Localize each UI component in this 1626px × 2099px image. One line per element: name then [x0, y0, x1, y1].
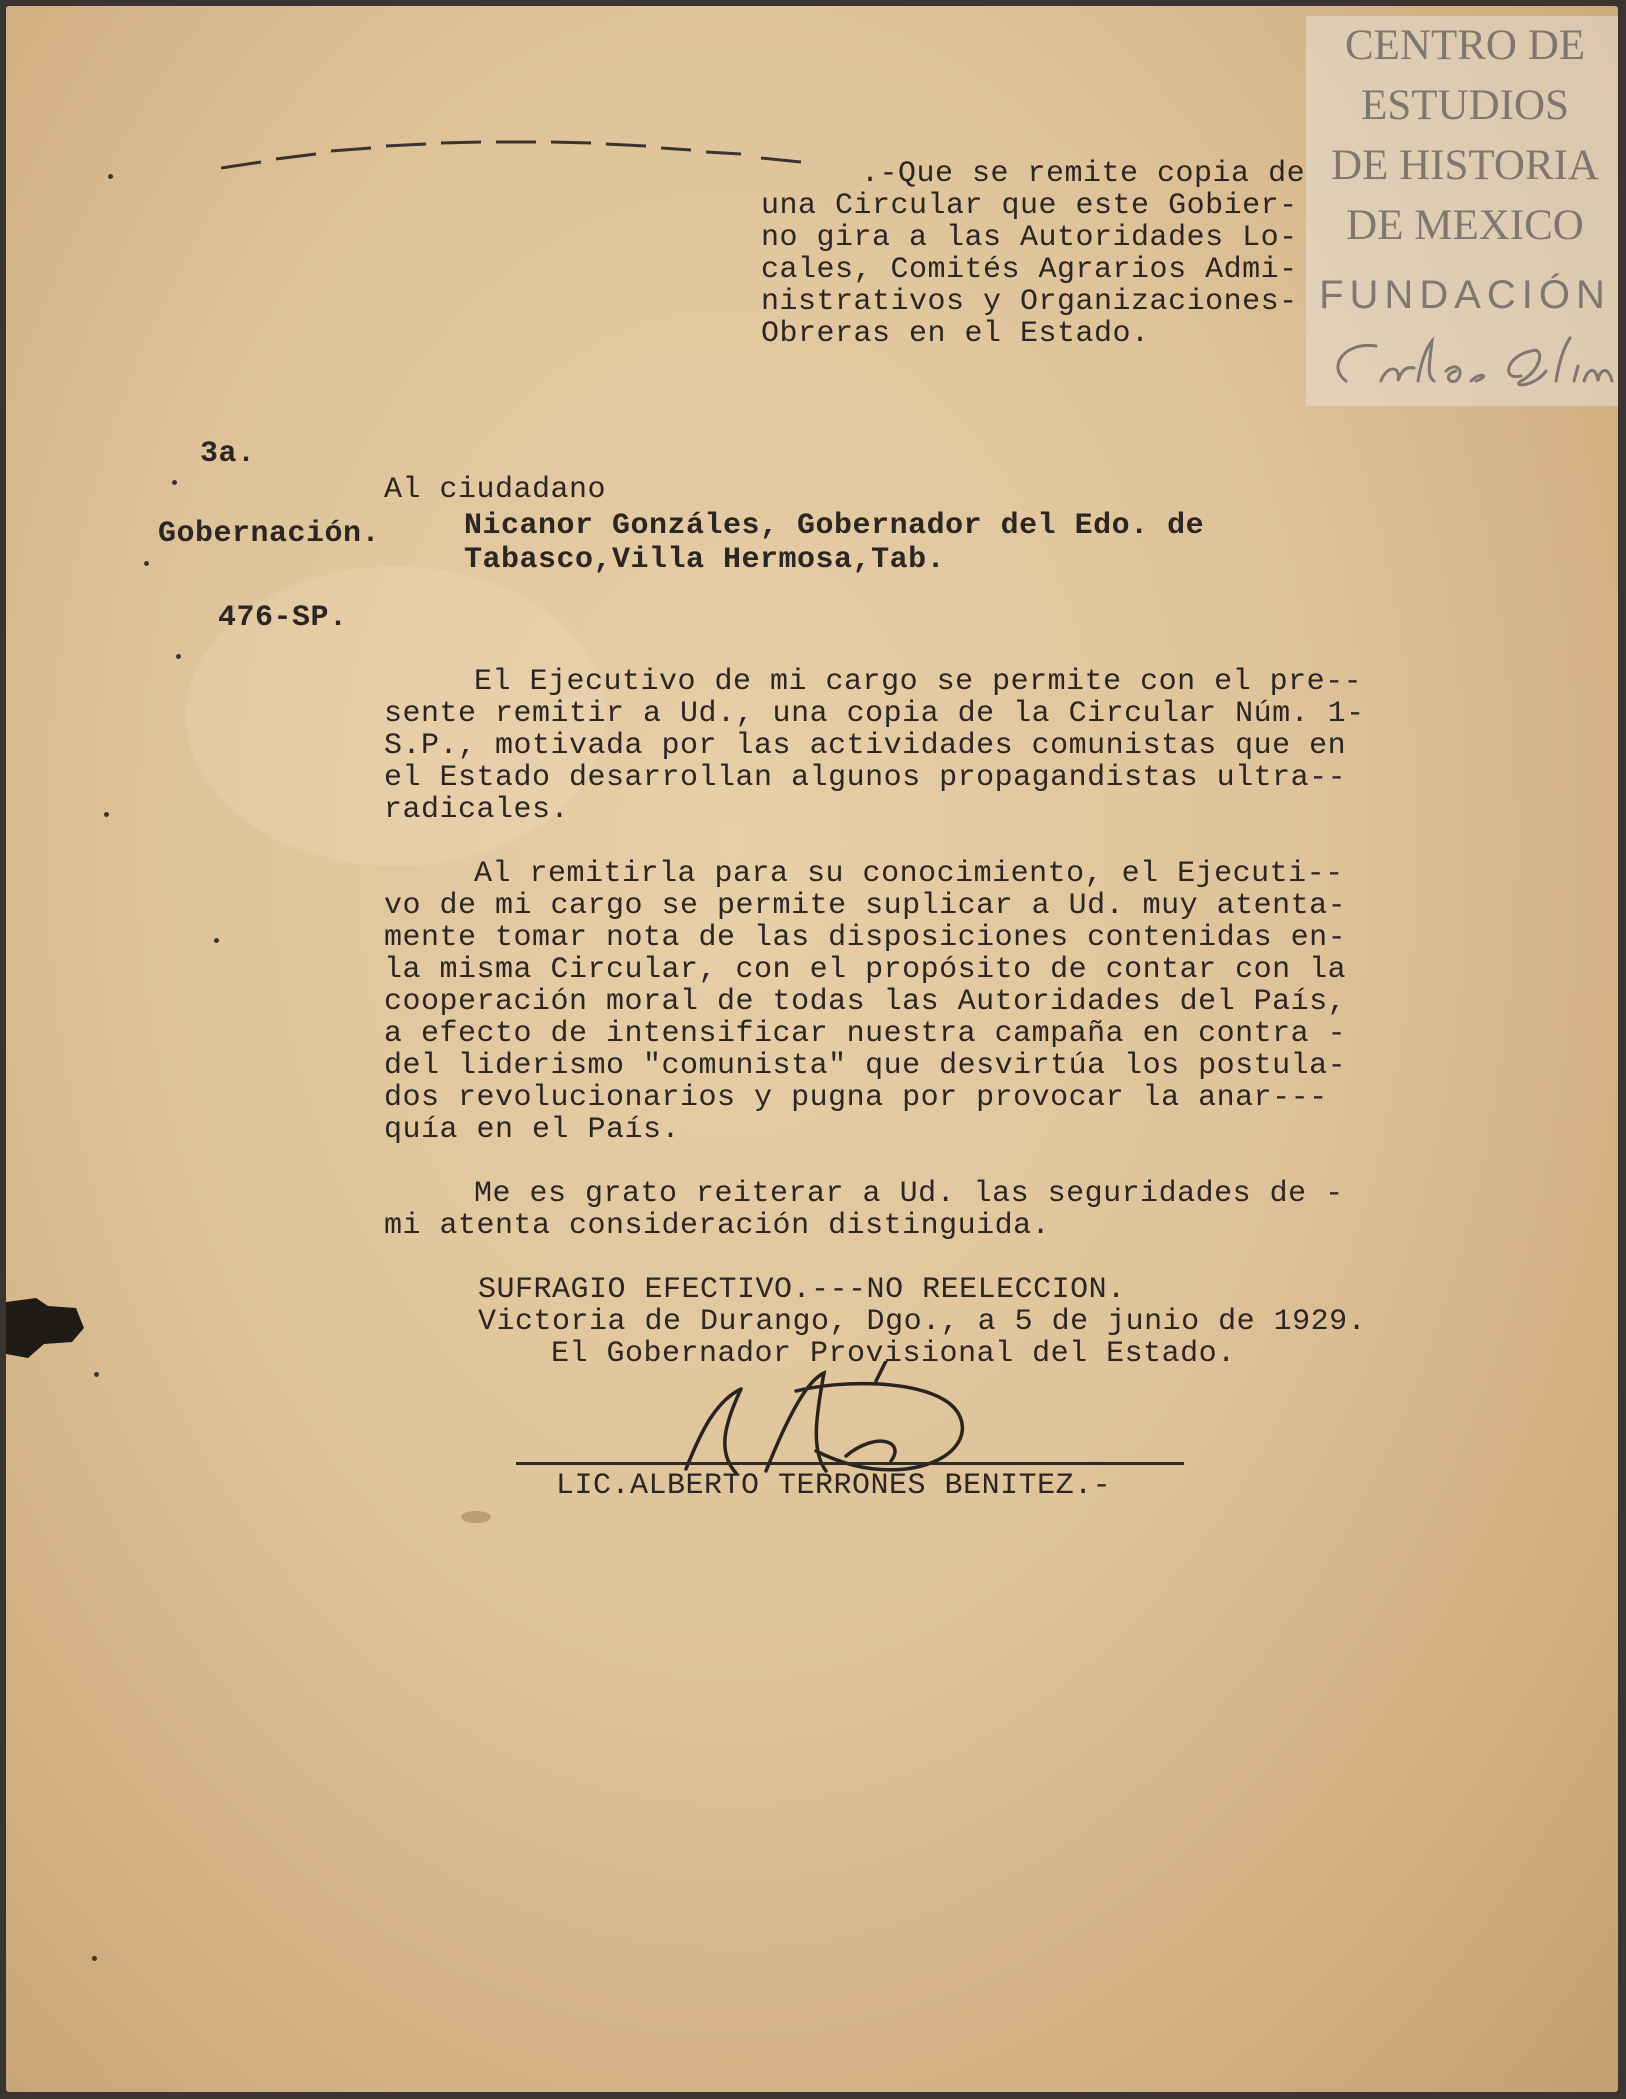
subject-line: cales, Comités Agrarios Admi-	[761, 253, 1298, 287]
margin-mark	[104, 812, 109, 817]
watermark-foundation: FUNDACIÓN	[1319, 273, 1611, 317]
margin-mark	[108, 174, 113, 179]
watermark-line: DE MEXICO	[1346, 202, 1584, 249]
signatory-name: LIC.ALBERTO TERRONES BENITEZ.-	[556, 1469, 1112, 1503]
top-dashed-line	[221, 134, 841, 174]
signature-line	[516, 1462, 1184, 1465]
subject-line: una Circular que este Gobier-	[761, 189, 1298, 223]
subject-line: no gira a las Autoridades Lo-	[761, 221, 1298, 255]
body-line: El Ejecutivo de mi cargo se permite con el pre--	[474, 665, 1363, 699]
section-ref: 3a.	[200, 437, 256, 471]
watermark-signature-logo	[1306, 326, 1618, 406]
document-page	[6, 6, 1618, 2092]
body-line: vo de mi cargo se permite suplicar a Ud. muy atenta-	[384, 889, 1347, 923]
body-line: mi atenta consideración distinguida.	[384, 1209, 1051, 1243]
body-line: del liderismo "comunista" que desvirtúa los postula-	[384, 1049, 1347, 1083]
place-date: Victoria de Durango, Dgo., a 5 de junio de 1929.	[478, 1305, 1367, 1339]
body-line: radicales.	[384, 793, 570, 827]
margin-mark	[214, 938, 219, 943]
subject-line: Obreras en el Estado.	[761, 317, 1150, 351]
body-line: sente remitir a Ud., una copia de la Circular Núm. 1-	[384, 697, 1365, 731]
subject-line: nistrativos y Organizaciones-	[761, 285, 1298, 319]
archive-watermark	[1306, 16, 1618, 406]
watermark-line: CENTRO DE	[1344, 22, 1586, 69]
margin-mark	[92, 1956, 97, 1961]
margin-mark	[172, 480, 177, 485]
salutation: Al ciudadano	[384, 473, 607, 507]
body-line: S.P., motivada por las actividades comunistas que en	[384, 729, 1347, 763]
file-number: 476-SP.	[218, 601, 348, 635]
subject-line: .-Que se remite copia de	[861, 157, 1306, 191]
watermark-line: DE HISTORIA	[1331, 142, 1599, 189]
watermark-line: ESTUDIOS	[1361, 82, 1569, 129]
body-line: mente tomar nota de las disposiciones contenidas en-	[384, 921, 1347, 955]
body-line: Me es grato reiterar a Ud. las seguridades de -	[474, 1177, 1344, 1211]
addressee-place: Tabasco,Villa Hermosa,Tab.	[464, 543, 946, 577]
body-line: Al remitirla para su conocimiento, el Ejecuti--	[474, 857, 1344, 891]
margin-mark	[144, 561, 149, 566]
body-line: a efecto de intensificar nuestra campaña en contra -	[384, 1017, 1347, 1051]
body-line: quía en el País.	[384, 1113, 681, 1147]
body-line: dos revolucionarios y pugna por provocar la anar---	[384, 1081, 1328, 1115]
margin-mark	[176, 654, 181, 659]
body-line: el Estado desarrollan algunos propagandistas ultra--	[384, 761, 1347, 795]
paper-stain	[461, 1511, 491, 1523]
motto: SUFRAGIO EFECTIVO.---NO REELECCION.	[478, 1273, 1126, 1307]
body-line: cooperación moral de todas las Autoridades del País,	[384, 985, 1347, 1019]
department-ref: Gobernación.	[158, 517, 381, 551]
body-line: la misma Circular, con el propósito de contar con la	[384, 953, 1347, 987]
margin-mark	[94, 1372, 99, 1377]
signer-title: El Gobernador Provisional del Estado.	[551, 1337, 1236, 1371]
punch-hole	[6, 1298, 84, 1360]
addressee-name: Nicanor Gonzáles, Gobernador del Edo. de	[464, 509, 1205, 543]
